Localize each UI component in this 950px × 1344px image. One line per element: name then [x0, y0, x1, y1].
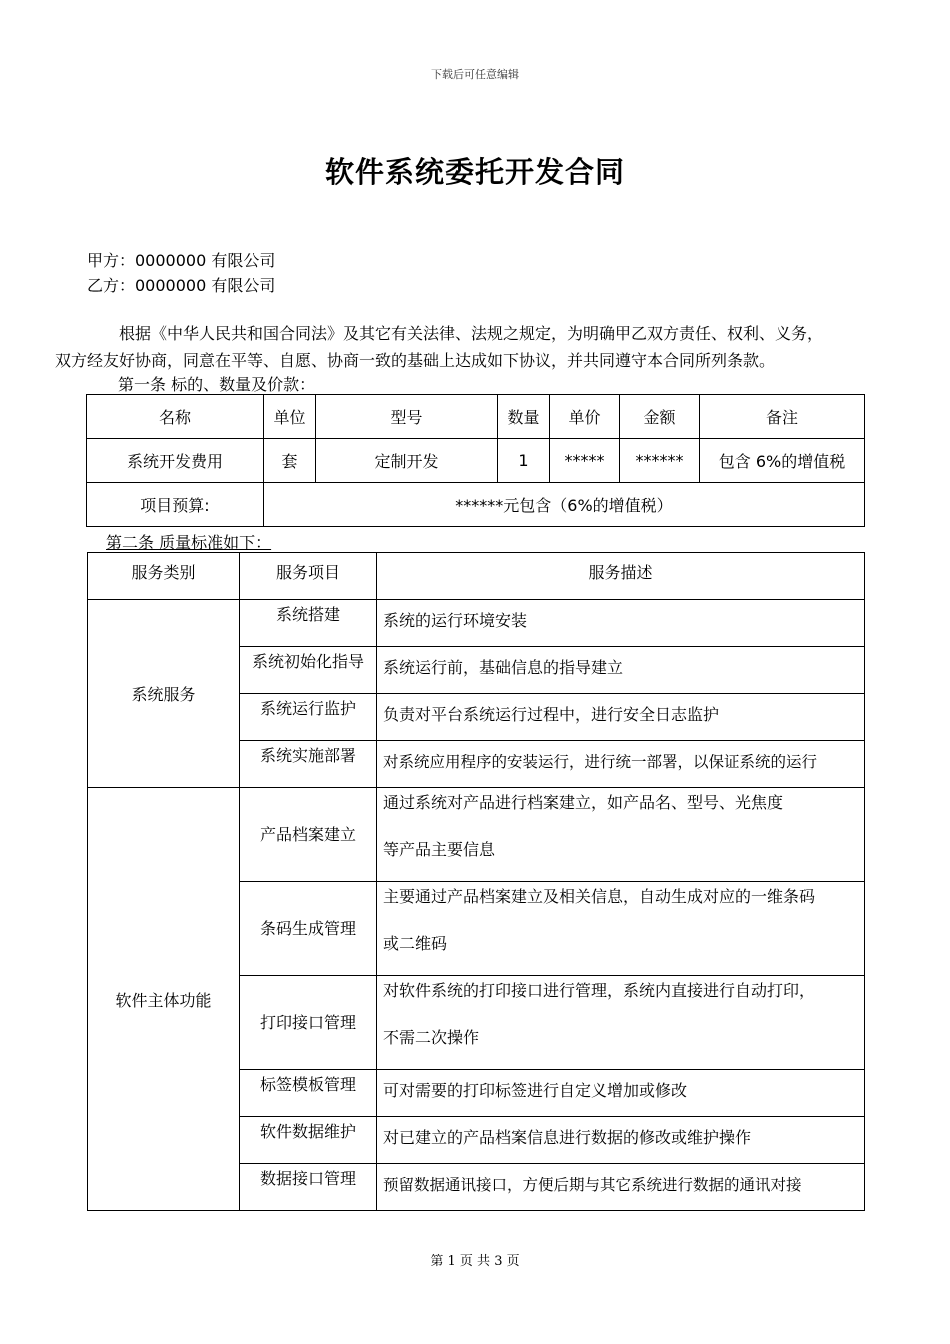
- service-description: 对已建立的产品档案信息进行数据的修改或维护操作: [377, 1117, 865, 1164]
- service-description: [377, 976, 865, 1070]
- table-cell: 1: [498, 439, 550, 483]
- table-cell: ******: [620, 439, 700, 483]
- price-table: [86, 394, 865, 527]
- price-table-header-row: [87, 395, 865, 439]
- preamble-line-1: 根据《中华人民共和国合同法》及其它有关法律、法规之规定，为明确甲乙双方责任、权利、义务，: [119, 324, 824, 343]
- header-cell: 服务项目: [240, 553, 377, 600]
- header-cell: 单位: [264, 395, 316, 439]
- description-line: 通过系统对产品进行档案建立，如产品名、型号、光焦度: [383, 793, 784, 812]
- party-b: 乙方：0000000 有限公司: [87, 276, 276, 295]
- service-item: 系统实施部署: [240, 741, 377, 788]
- service-item: 系统运行监护: [240, 694, 377, 741]
- table-row: [88, 788, 865, 882]
- service-item: 系统搭建: [240, 600, 377, 647]
- description-line: 对软件系统的打印接口进行管理，系统内直接进行自动打印，: [383, 981, 816, 1000]
- service-description: 负责对平台系统运行过程中，进行安全日志监护: [377, 694, 865, 741]
- table-cell: 系统开发费用: [87, 439, 264, 483]
- header-cell: 数量: [498, 395, 550, 439]
- service-item: 系统初始化指导: [240, 647, 377, 694]
- budget-value: ******元包含（6%的增值税）: [264, 483, 865, 527]
- description-line: 或二维码: [383, 934, 448, 953]
- service-description: 对系统应用程序的安装运行，进行统一部署，以保证系统的运行: [377, 741, 865, 788]
- table-cell: *****: [550, 439, 620, 483]
- service-description: 预留数据通讯接口，方便后期与其它系统进行数据的通讯对接: [377, 1164, 865, 1211]
- clause-2-heading: [87, 530, 271, 553]
- header-note: 下载后可任意编辑: [431, 68, 519, 81]
- description-line: 等产品主要信息: [383, 840, 496, 859]
- clause-1-heading: 第一条 标的、数量及价款：: [118, 375, 316, 394]
- service-item: 打印接口管理: [240, 976, 377, 1070]
- party-a: 甲方：0000000 有限公司: [87, 251, 276, 270]
- service-item: 数据接口管理: [240, 1164, 377, 1211]
- service-description: [377, 882, 865, 976]
- header-cell: 服务类别: [88, 553, 240, 600]
- table-cell: 套: [264, 439, 316, 483]
- service-description: [377, 788, 865, 882]
- header-cell: 金额: [620, 395, 700, 439]
- table-cell: 定制开发: [316, 439, 498, 483]
- preamble-line-2: 双方经友好协商，同意在平等、自愿、协商一致的基础上达成如下协议，并共同遵守本合同所列条款。: [55, 351, 776, 370]
- header-cell: 备注: [700, 395, 865, 439]
- preamble-paragraph: [55, 320, 867, 374]
- contract-title: 软件系统委托开发合同: [324, 155, 625, 189]
- service-description: 系统的运行环境安装: [377, 600, 865, 647]
- header-cell: 单价: [550, 395, 620, 439]
- header-cell: 型号: [316, 395, 498, 439]
- header-cell: 服务描述: [377, 553, 865, 600]
- table-row: [87, 439, 865, 483]
- header-cell: 名称: [87, 395, 264, 439]
- service-item: 软件数据维护: [240, 1117, 377, 1164]
- page-footer: 第 1 页 共 3 页: [430, 1254, 520, 1269]
- service-description: 系统运行前，基础信息的指导建立: [377, 647, 865, 694]
- category-cell: 软件主体功能: [88, 788, 240, 1211]
- budget-label: 项目预算:: [87, 483, 264, 527]
- budget-row: [87, 483, 865, 527]
- service-item: 条码生成管理: [240, 882, 377, 976]
- service-item: 标签模板管理: [240, 1070, 377, 1117]
- description-line: 不需二次操作: [383, 1028, 480, 1047]
- table-row: [88, 600, 865, 647]
- service-description: 可对需要的打印标签进行自定义增加或修改: [377, 1070, 865, 1117]
- category-cell: 系统服务: [88, 600, 240, 788]
- description-line: 主要通过产品档案建立及相关信息，自动生成对应的一维条码: [383, 887, 816, 906]
- service-table: [87, 552, 865, 1211]
- service-table-header-row: [88, 553, 865, 600]
- clause-2-text: 第二条 质量标准如下：: [106, 533, 272, 552]
- table-cell: 包含 6%的增值税: [700, 439, 865, 483]
- service-item: 产品档案建立: [240, 788, 377, 882]
